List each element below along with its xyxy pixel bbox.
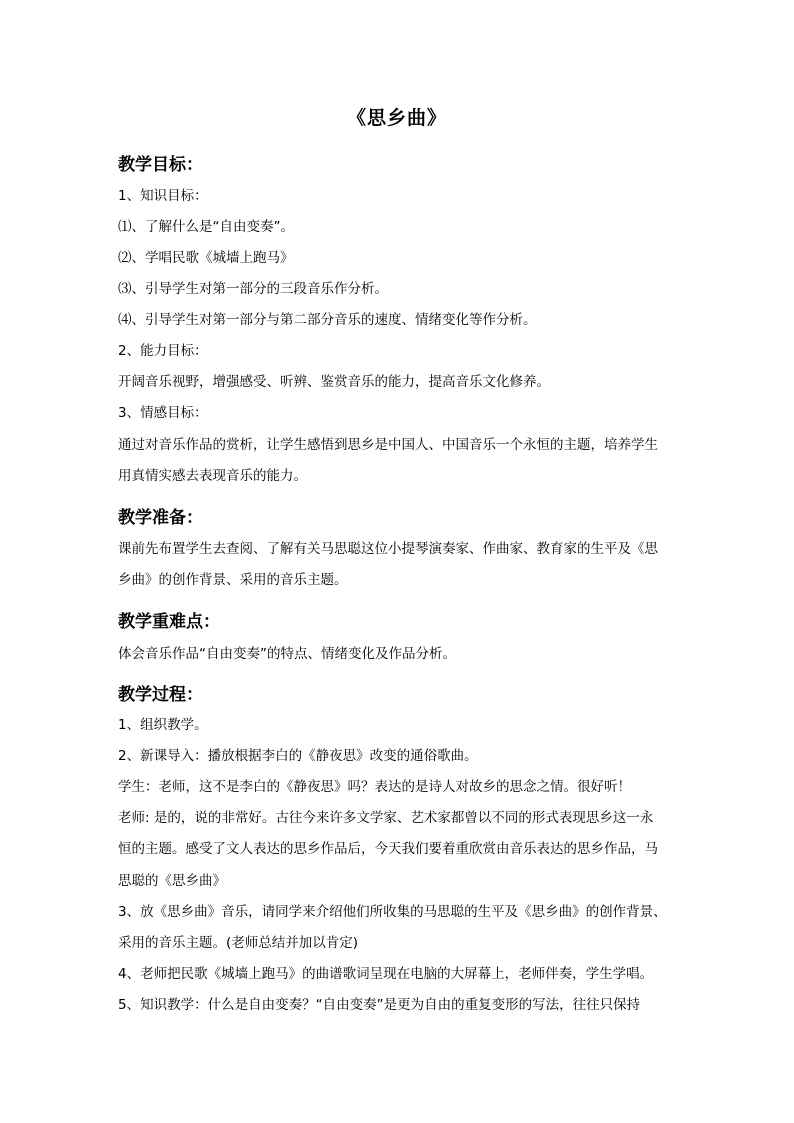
goals-line: ⑵、学唱民歌《城墙上跑马》 <box>118 250 294 266</box>
process-line: 5、知识教学：什么是自由变奏？“自由变奏”是更为自由的重复变形的写法，往往只保持 <box>118 997 641 1013</box>
process-line: 3、放《思乡曲》音乐，请同学来介绍他们所收集的马思聪的生平及《思乡曲》的创作背景、 <box>118 904 667 920</box>
process-line: 老师: 是的，说的非常好。古往今来许多文学家、艺术家都曾以不同的形式表现思乡这一永 <box>118 810 654 826</box>
preparation-line: 课前先布置学生去查阅、了解有关马思聪这位小提琴演奏家、作曲家、教育家的生平及《思 <box>118 541 658 557</box>
goals-line: ⑶、引导学生对第一部分的三段音乐作分析。 <box>118 281 388 297</box>
section-heading-preparation: 教学准备： <box>118 508 203 528</box>
process-line: 2、新课导入：播放根据李白的《静夜思》改变的通俗歌曲。 <box>118 748 478 764</box>
goals-line: 用真情实感去表现音乐的能力。 <box>118 468 307 484</box>
goals-line: ⑴、了解什么是“自由变奏”。 <box>118 219 294 235</box>
preparation-line: 乡曲》的创作背景、采用的音乐主题。 <box>118 572 348 588</box>
goals-line: 1、知识目标： <box>118 188 208 204</box>
process-line: 采用的音乐主题。(老师总结并加以肯定) <box>118 935 359 951</box>
process-line: 学生：老师，这不是李白的《静夜思》吗？表达的是诗人对故乡的思念之情。很好听！ <box>118 779 631 795</box>
document-title: 《思乡曲》 <box>346 107 447 129</box>
goals-line: 开阔音乐视野，增强感受、听辨、鉴赏音乐的能力，提高音乐文化修养。 <box>118 374 550 390</box>
goals-line: 3、情感目标： <box>118 405 208 421</box>
keypoints-line: 体会音乐作品“自由变奏”的特点、情绪变化及作品分析。 <box>118 646 456 662</box>
section-heading-goals: 教学目标： <box>118 155 203 175</box>
process-line: 1、组织教学。 <box>118 717 208 733</box>
goals-line: ⑷、引导学生对第一部分与第二部分音乐的速度、情绪变化等作分析。 <box>118 312 537 328</box>
section-heading-keypoints: 教学重难点： <box>118 612 220 632</box>
process-line: 恒的主题。感受了文人表达的思乡作品后，今天我们要着重欣赏由音乐表达的思乡作品，马 <box>118 841 658 857</box>
process-line: 4、老师把民歌《城墙上跑马》的曲谱歌词呈现在电脑的大屏幕上，老师伴奏，学生学唱。 <box>118 966 654 982</box>
section-heading-process: 教学过程： <box>118 685 203 705</box>
goals-line: 2、能力目标： <box>118 343 208 359</box>
goals-line: 通过对音乐作品的赏析，让学生感悟到思乡是中国人、中国音乐一个永恒的主题，培养学生 <box>118 437 658 453</box>
process-line: 思聪的《思乡曲》 <box>118 873 226 889</box>
